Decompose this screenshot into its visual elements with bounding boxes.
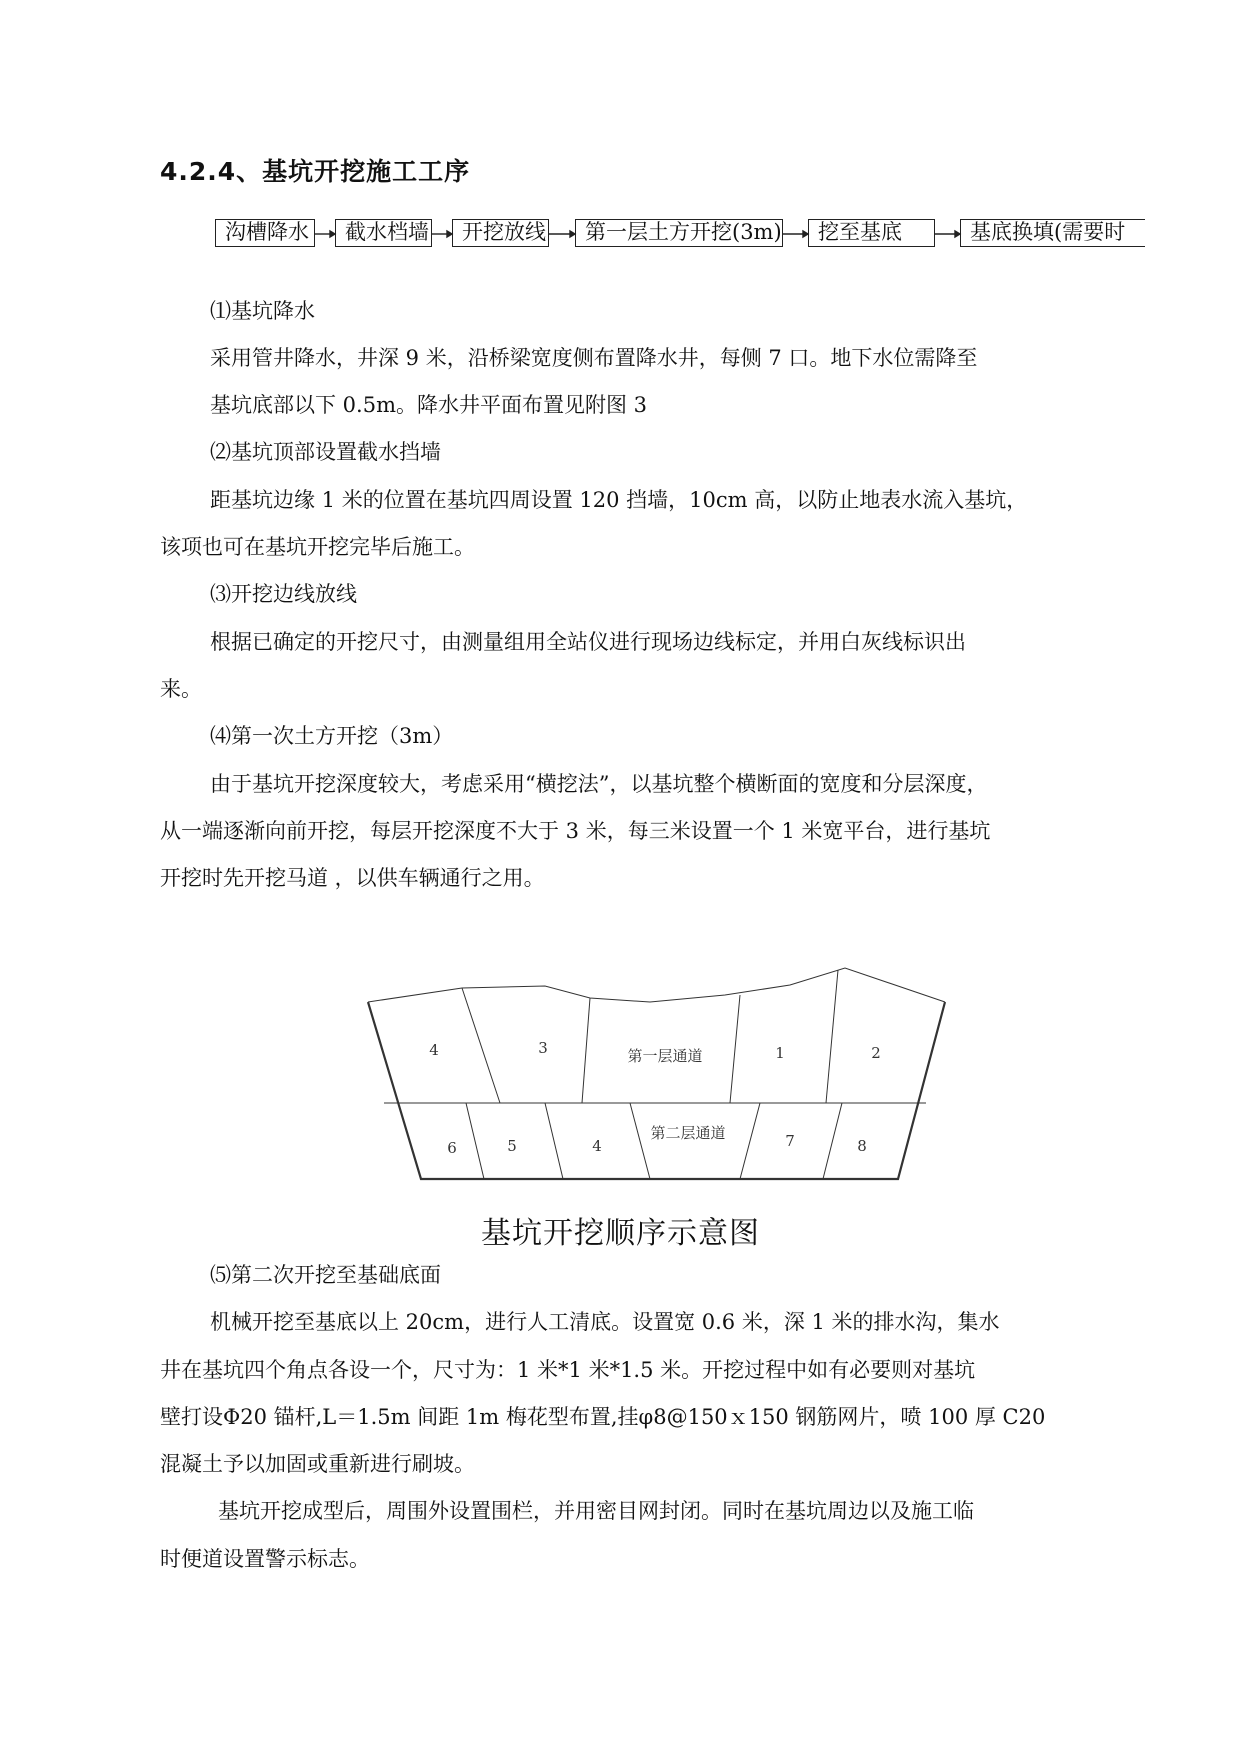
paragraph-line: 来。 bbox=[160, 677, 202, 701]
paragraph-line: 由于基坑开挖深度较大，考虑采用“横挖法”，以基坑整个横断面的宽度和分层深度， bbox=[210, 772, 988, 796]
paragraph-line: 井在基坑四个角点各设一个，尺寸为：1 米*1 米*1.5 米。开挖过程中如有必要则对基坑 bbox=[160, 1358, 976, 1382]
paragraph-line: 根据已确定的开挖尺寸，由测量组用全站仪进行现场边线标定，并用白灰线标识出 bbox=[210, 630, 966, 654]
zone-label: 4 bbox=[429, 1041, 439, 1059]
flow-step-cutoff-wall: 截水档墙 bbox=[335, 219, 432, 247]
paragraph-line: 机械开挖至基底以上 20cm，进行人工清底。设置宽 0.6 米，深 1 米的排水沟，集水 bbox=[210, 1310, 1000, 1334]
paragraph-line: 开挖时先开挖马道 ，以供车辆通行之用。 bbox=[160, 866, 545, 890]
flow-step-to-base: 挖至基底 bbox=[808, 219, 935, 247]
flow-step-backfill: 基底换填(需要时 bbox=[960, 219, 1145, 247]
section-heading: 4.2.4、基坑开挖施工工序 bbox=[160, 157, 471, 186]
paragraph-line: 混凝土予以加固或重新进行刷坡。 bbox=[160, 1452, 475, 1476]
flow-step-first-layer: 第一层土方开挖(3m) bbox=[575, 219, 783, 247]
zone-label: 第二层通道 bbox=[650, 1124, 726, 1142]
zone-label: 4 bbox=[592, 1137, 602, 1155]
paragraph-line: 壁打设Φ20 锚杆,L＝1.5m 间距 1m 梅花型布置,挂φ8@150ｘ150 钢筋网片，喷 100 厚 C20 bbox=[160, 1405, 1046, 1429]
subheading-5: ⑸第二次开挖至基础底面 bbox=[210, 1263, 441, 1287]
paragraph-line: 基坑底部以下 0.5m。降水井平面布置见附图 3 bbox=[210, 393, 648, 417]
paragraph-line: 从一端逐渐向前开挖，每层开挖深度不大于 3 米，每三米设置一个 1 米宽平台，进行基坑 bbox=[160, 819, 991, 843]
paragraph-line: 该项也可在基坑开挖完毕后施工。 bbox=[160, 535, 475, 559]
figure-caption: 基坑开挖顺序示意图 bbox=[481, 1216, 760, 1251]
paragraph-line: 时便道设置警示标志。 bbox=[160, 1547, 370, 1571]
zone-label: 8 bbox=[857, 1137, 867, 1155]
zone-label: 7 bbox=[785, 1132, 795, 1150]
flow-step-dewatering: 沟槽降水 bbox=[215, 219, 315, 247]
zone-label: 1 bbox=[775, 1044, 785, 1062]
zone-label: 6 bbox=[447, 1139, 457, 1157]
paragraph-line: 距基坑边缘 1 米的位置在基坑四周设置 120 挡墙，10cm 高，以防止地表水流入基坑， bbox=[210, 488, 1028, 512]
paragraph-line: 采用管井降水，井深 9 米，沿桥梁宽度侧布置降水井，每侧 7 口。地下水位需降至 bbox=[210, 346, 978, 370]
subheading-2: ⑵基坑顶部设置截水挡墙 bbox=[210, 440, 441, 464]
flow-step-layout-lines: 开挖放线 bbox=[452, 219, 549, 247]
subheading-3: ⑶开挖边线放线 bbox=[210, 582, 357, 606]
paragraph-line: 基坑开挖成型后，周围外设置围栏，并用密目网封闭。同时在基坑周边以及施工临 bbox=[218, 1499, 974, 1523]
zone-label: 第一层通道 bbox=[627, 1047, 703, 1065]
subheading-4: ⑷第一次土方开挖（3m） bbox=[210, 724, 454, 748]
zone-label: 2 bbox=[871, 1044, 881, 1062]
subheading-1: ⑴基坑降水 bbox=[210, 299, 315, 323]
zone-label: 3 bbox=[538, 1039, 548, 1057]
zone-label: 5 bbox=[507, 1137, 517, 1155]
